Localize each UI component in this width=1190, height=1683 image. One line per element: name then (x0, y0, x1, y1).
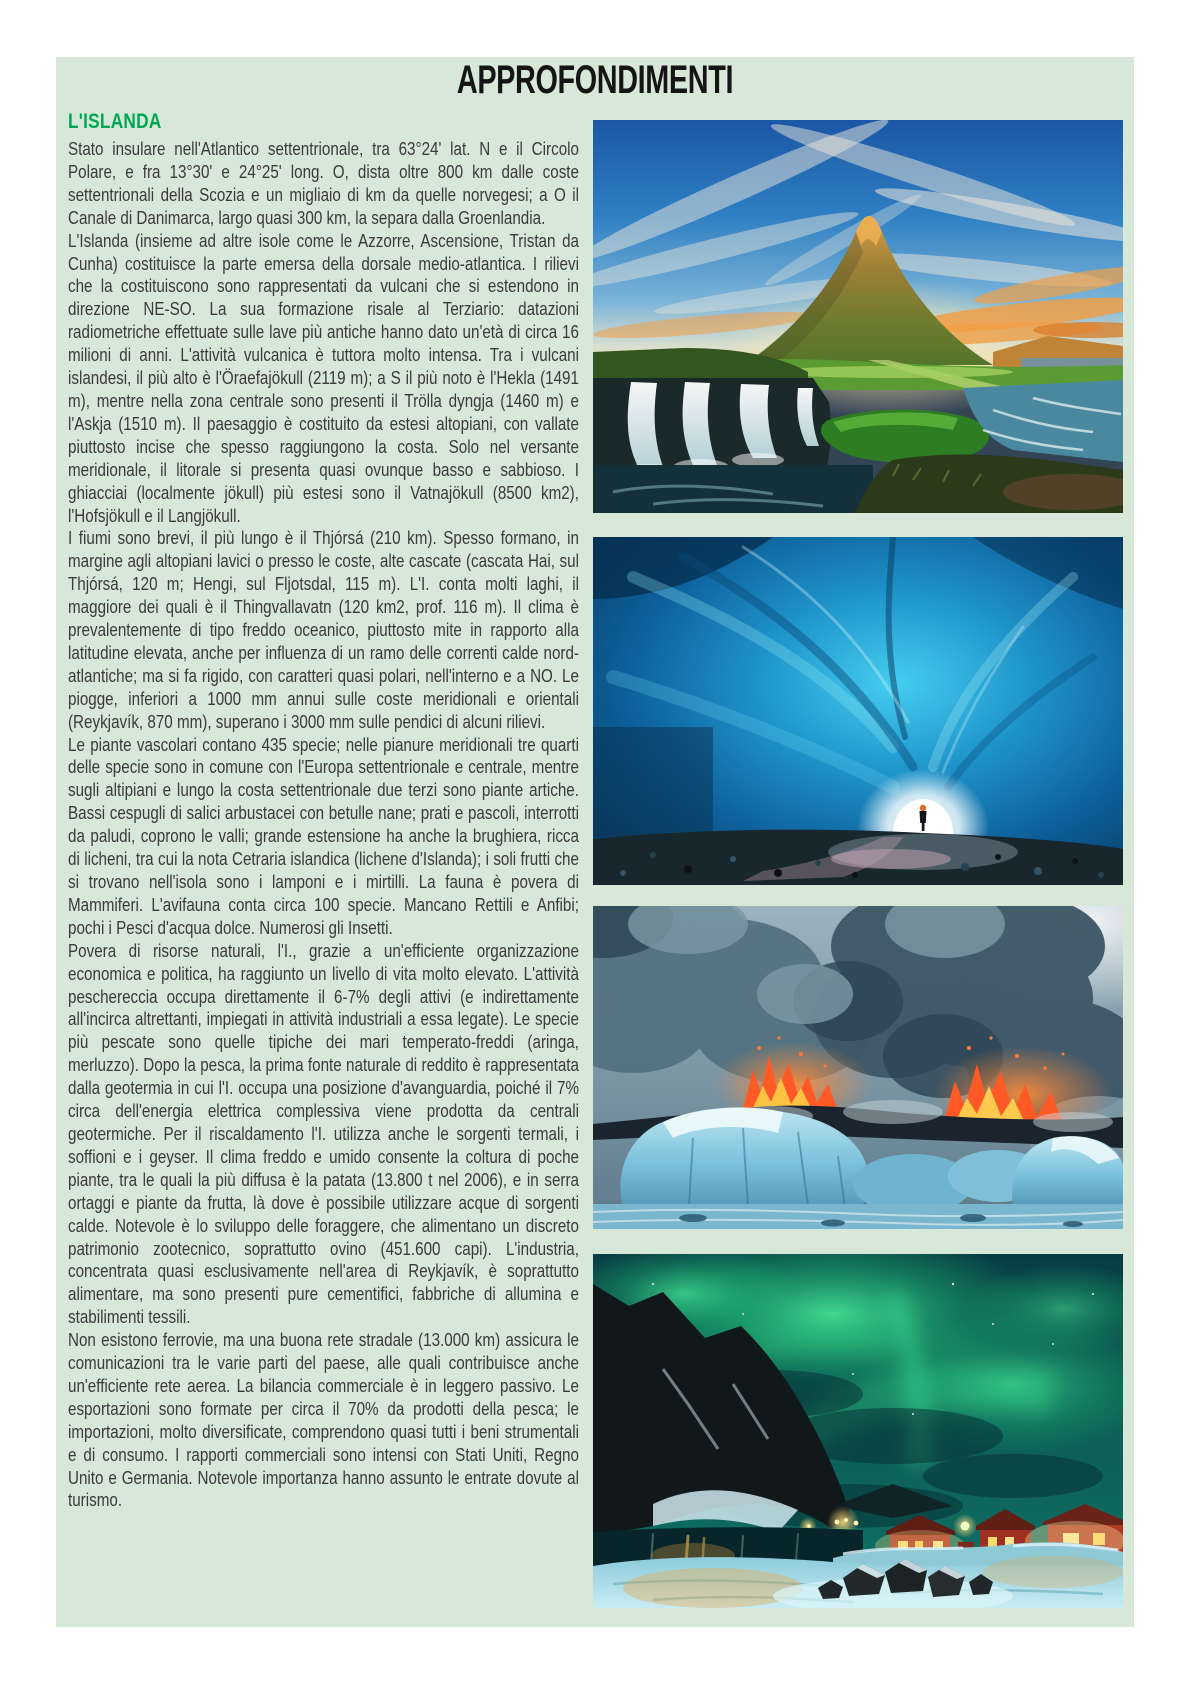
article-paragraph: I fiumi sono brevi, il più lungo è il Thjórsá (210 km). Spesso formano, in margine agli altopiani lavici o presso le coste, alte cascate (cascata Hai, sul Thjórsá, 120 m; Hengi, sul Fljotsdal, 115 m). L'I. conta molti laghi, il maggiore dei quali è il Thingvallavatn (120 km2, prof. 116 m). Il clima è prevalentemente di tipo freddo oceanico, piuttosto mite in rapporto alla latitudine elevata, anche per influenza di un ramo delle correnti calde nord-atlantiche; ma si fa rigido, con caratteri quasi polari, nell'interno e a NO. Le piogge, inferiori a 1000 mm annui sulle coste meridionali e orientali (Reykjavík, 870 mm), superano i 3000 mm sulle pendici di alcuni rilievi. (68, 527, 579, 732)
article-paragraph: Non esistono ferrovie, ma una buona rete stradale (13.000 km) assicura le comunicazioni tra le varie parti del paese, alle quali contribuisce anche un'efficiente rete aerea. La bilancia commerciale è in leggero passivo. Le esportazioni sono formate per circa il 70% da prodotti della pesca; le importazioni, molto diversificate, comprendono quasi tutti i beni strumentali e di consumo. I rapporti commerciali sono intensi con Stati Uniti, Regno Unito e Germania. Notevole importanza hanno assunto le entrate dovute al turismo. (68, 1329, 579, 1511)
aurora-village-photo (593, 1254, 1123, 1608)
volcano-eruption-photo (593, 906, 1123, 1229)
volcano-eruption-illustration (593, 906, 1123, 1229)
article-paragraph: Le piante vascolari contano 435 specie; nelle pianure meridionali tre quarti delle specie sono in comune con l'Europa settentrionale e centrale, mentre sugli altipiani e lungo la costa settentrionale due terzi sono piante artiche. Bassi cespugli di salici arbustacei con betulle nane; prati e pascoli, interrotti da paludi, coprono le valli; grande estensione ha anche la brughiera, ricca di licheni, tra cui la nota Cetraria islandica (lichene d'Islanda); i soli frutti che si trovano nell'isola sono i lamponi e i mirtilli. La fauna è povera di Mammiferi. L'avifauna conta circa 100 specie. Mancano Rettili e Anfibi; pochi i Pesci d'acqua dolce. Numerosi gli Insetti. (68, 733, 579, 938)
article-paragraph: Stato insulare nell'Atlantico settentrionale, tra 63°24' lat. N e il Circolo Polare, e fra 13°30' e 24°25' long. O, dista oltre 800 km dalle coste settentrionali della Scozia e un migliaio di km da quelle norvegesi; a O il Canale di Danimarca, largo quasi 300 km, la separa dalla Groenlandia. (68, 138, 579, 228)
article-paragraph: L'Islanda (insieme ad altre isole come le Azzorre, Ascensione, Tristan da Cunha) costituisce la parte emersa della dorsale medio-atlantica. I rilievi che la costituiscono sono rappresentati da vulcani che si estendono in direzione NE-SO. La sua formazione risale al Terziario: datazioni radiometriche effettuate sulle lave più antiche hanno dato un'età di circa 16 milioni di anni. L'attività vulcanica è tuttora molto intensa. Tra i vulcani islandesi, il più alto è l'Öraefajökull (2119 m); a S il più noto è l'Hekla (1491 m), mentre nella zona centrale sono presenti il Trölla dyngja (1460 m) e l'Askja (1510 m). Il paesaggio è costituito da estesi altopiani, con vallate piuttosto incise che spesso raggiungono la costa. Solo nel versante meridionale, il litorale si presenta quasi ovunque basso e sabbioso. I ghiacciai (localmente jökull) più estesi sono il Vatnajökull (8500 km2), l'Hofsjökull e il Langjökull. (68, 229, 579, 526)
article-heading: L'ISLANDA (68, 110, 162, 133)
article-paragraph: Povera di risorse naturali, l'I., grazie a un'efficiente organizzazione economica e politica, ha raggiunto un livello di vita molto elevato. L'attività peschereccia occupa direttamente il 6-7% degli attivi (e indirettamente all'incirca altrettanti, impiegati in attività industriali a essa legate). Le specie più pescate sono quelle tipiche dei mari temperato-freddi (aringa, merluzzo). Dopo la pesca, la prima fonte naturale di reddito è rappresentata dalla geotermia in cui l'I. occupa una posizione d'avanguardia, poiché il 7% circa dell'energia elettrica complessiva viene prodotta da centrali geotermiche. Per il riscaldamento l'I. utilizza anche le sorgenti termali, i soffioni e i geyser. Il clima freddo e umido consente la coltura di poche piante, tra le quali la più diffusa è la patata (13.800 t nel 2006), e in serra ortaggi e piante da frutta, là dove è possibile utilizzare acque di sorgenti calde. Notevole è lo sviluppo delle foraggere, che alimentano un discreto patrimonio zootecnico, soprattutto ovino (451.600 capi). L'industria, concentrata quasi esclusivamente nell'area di Reykjavík, è soprattutto alimentare, ma sono presenti pure cementifici, fabbriche di allumina e stabilimenti tessili. (68, 939, 579, 1328)
mountain-waterfall-photo (593, 120, 1123, 513)
article-text-column (68, 110, 579, 1512)
ice-cave-photo (593, 537, 1123, 885)
ice-cave-illustration (593, 537, 1123, 885)
aurora-village-illustration (593, 1254, 1123, 1608)
mountain-waterfall-illustration (593, 120, 1123, 513)
page-title: APPROFONDIMENTI (456, 58, 734, 102)
